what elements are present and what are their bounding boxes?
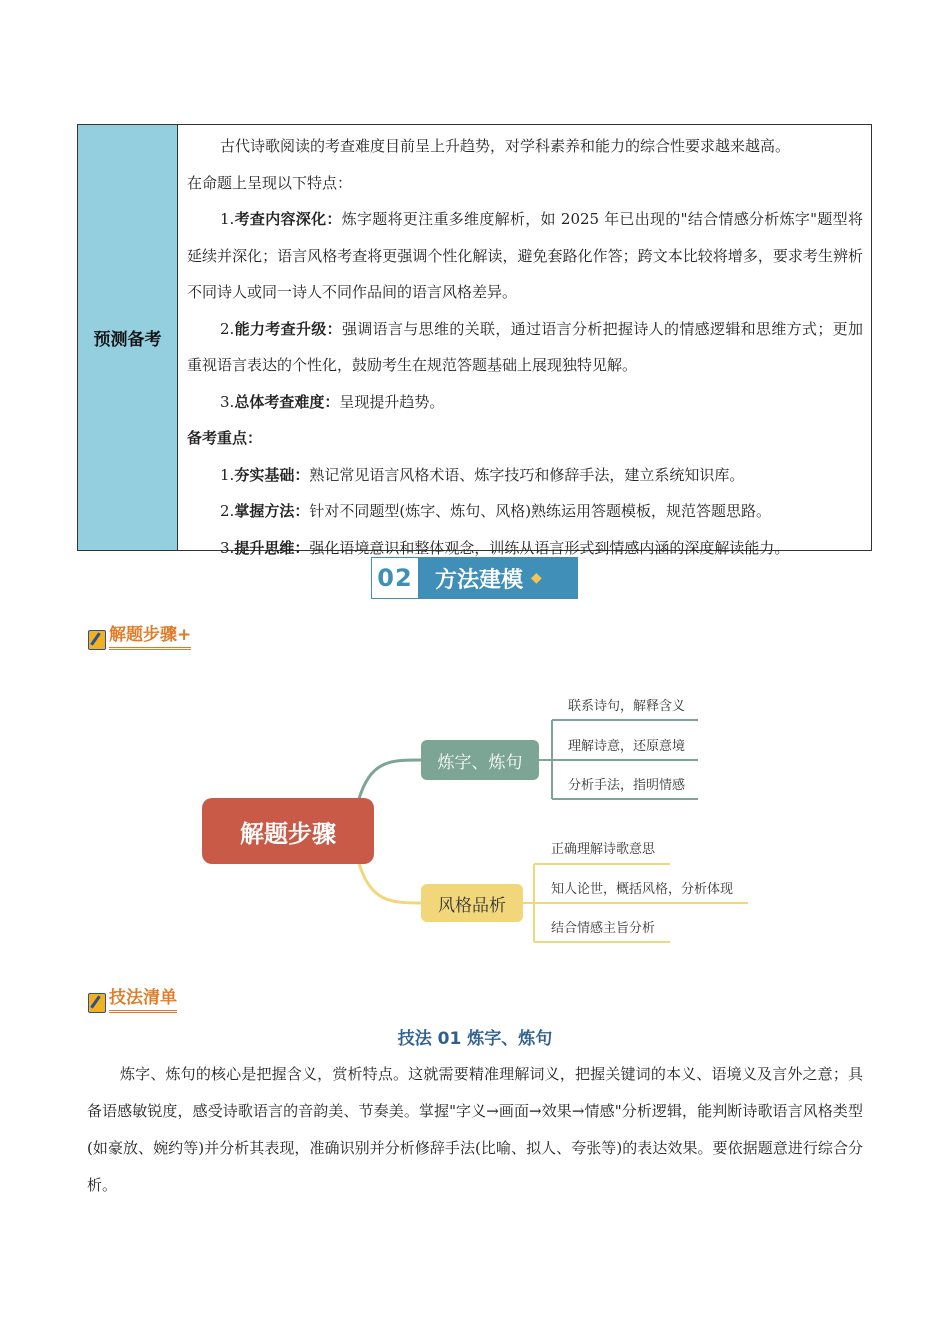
section-title	[419, 557, 578, 599]
intro-line-1: 古代诗歌阅读的考查难度目前呈上升趋势，对学科素养和能力的综合性要求越来越高。	[220, 137, 791, 155]
mind-map-leaf: 知人论世，概括风格，分析体现	[551, 882, 734, 897]
feature-item: 2.能力考查升级：强调语言与思维的关联，通过语言分析把握诗人的情感逻辑和思维方式；更加重视语言表达的个性化，鼓励考生在规范答题基础上展现独特见解。	[187, 319, 863, 374]
focus-item: 3.提升思维：强化语境意识和整体观念，训练从语言形式到情感内涵的深度解读能力。	[220, 538, 790, 557]
connector-branch-2	[358, 860, 421, 903]
intro-line-2: 在命题上呈现以下特点：	[187, 173, 353, 192]
section-title-text: 方法建模	[435, 567, 524, 593]
technique-body	[87, 1056, 863, 1204]
steps-heading-text: 解题步骤+	[109, 620, 191, 650]
mind-map-leaf: 分析手法，指明情感	[568, 778, 686, 793]
prediction-table	[77, 124, 872, 557]
mind-map-root: 解题步骤	[202, 798, 374, 864]
book-pen-icon	[86, 993, 108, 1013]
feature-item: 3.总体考查难度：呈现提升趋势。	[220, 392, 445, 411]
focus-item: 1.夯实基础：熟记常见语言风格术语、炼字技巧和修辞手法，建立系统知识库。	[220, 465, 745, 484]
connector-branch-1	[358, 760, 421, 802]
technique-title: 技法 01 炼字、炼句	[397, 1029, 553, 1049]
mind-map-branch-2: 风格品析	[421, 884, 523, 922]
focus-heading: 备考重点：	[187, 429, 263, 447]
book-pen-icon	[86, 630, 108, 650]
focus-item: 2.掌握方法：针对不同题型(炼字、炼句、风格)熟练运用答题模板，规范答题思路。	[220, 502, 772, 520]
section-number: 02	[371, 557, 419, 599]
mind-map-leaf: 理解诗意，还原意境	[568, 739, 686, 754]
feature-item: 1.考查内容深化：炼字题将更注重多维度解析，如 2025 年已出现的"结合情感分析炼字"题型将延续并深化；语言风格考查将更强调个性化解读，避免套路化作答；跨文本比较将增多，要求考生辨析不同诗人或同一诗人不同作品间的语言风格差异。	[187, 210, 863, 301]
mind-map	[190, 680, 760, 950]
section-banner	[371, 557, 578, 599]
technique-paragraph: 炼字、炼句的核心是把握含义，赏析特点。这就需要精准理解词义，把握关键词的本义、语境义及言外之意；具备语感敏锐度，感受诗歌语言的音韵美、节奏美。掌握"字义→画面→效果→情感"分析逻辑，能判断诗歌语言风格类型(如豪放、婉约等)并分析其表现，准确识别并分析修辞手法(比喻、拟人、夸张等)的表达效果。要依据题意进行综合分析。	[87, 1065, 863, 1194]
mind-map-leaf: 结合情感主旨分析	[551, 921, 656, 936]
mind-map-leaf: 正确理解诗歌意思	[551, 842, 656, 857]
prediction-label: 预测备考	[78, 125, 178, 550]
diamond-icon: ◆	[531, 570, 542, 586]
mind-map-branch-1: 炼字、炼句	[421, 740, 539, 780]
prediction-content	[178, 125, 871, 557]
steps-heading	[86, 620, 191, 650]
techniques-heading-text: 技法清单	[109, 983, 177, 1013]
techniques-heading	[86, 983, 177, 1013]
mind-map-leaf: 联系诗句，解释含义	[568, 699, 686, 714]
